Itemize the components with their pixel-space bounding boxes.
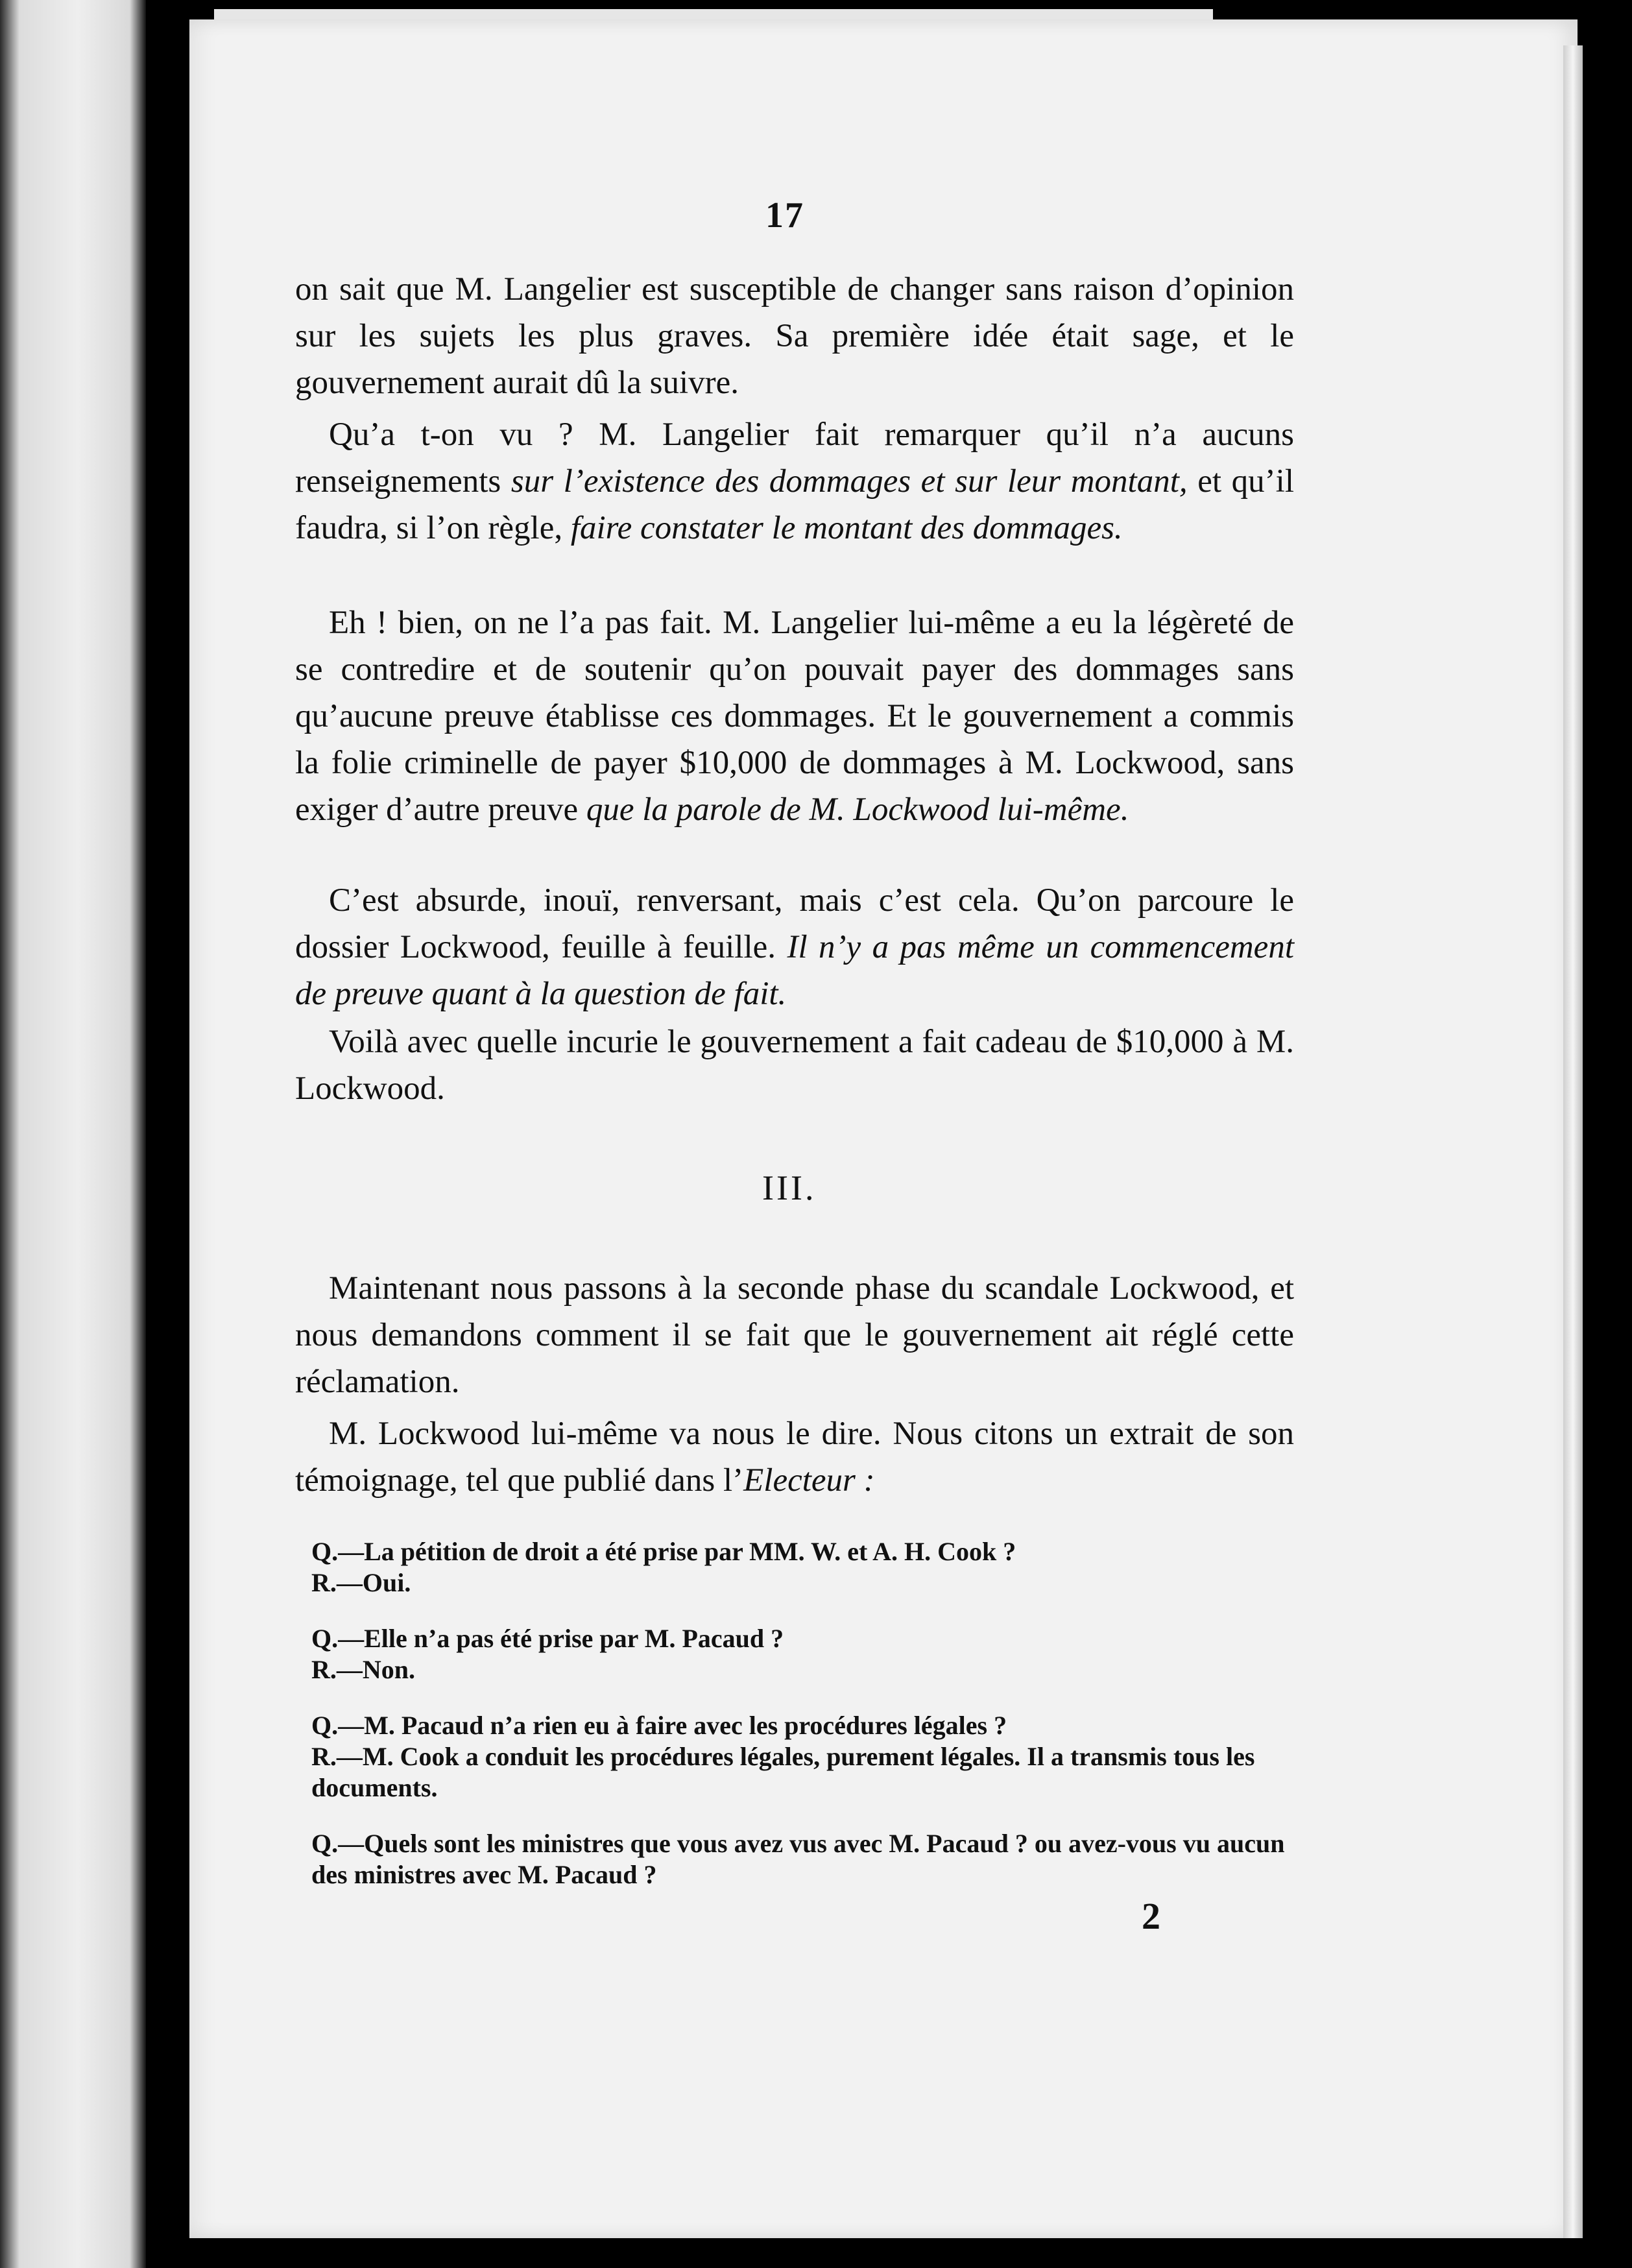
page-number: 17 (765, 195, 804, 235)
paragraph-6-text: Maintenant nous passons à la seconde phase du scandale Lockwood, et nous demandons comment il se fait que le gouvernement ait réglé cette réclamation. (295, 1270, 1294, 1400)
paragraph-4-text: C’est absurde, inouï, renversant, mais c’est cela. Qu’on parcoure le dossier Lockwood, feuille à feuille. (295, 882, 1294, 965)
paragraph-2 (295, 411, 1294, 551)
paragraph-2-italic-b: faire constater le montant des dommages. (570, 510, 1123, 546)
signature-mark: 2 (1142, 1895, 1160, 1937)
paragraph-2-text-a: Qu’a t-on vu ? M. Langelier fait remarquer qu’il n’a aucuns renseignements (295, 416, 1294, 500)
testimony-answer: R.—Oui. (311, 1568, 411, 1597)
paragraph-4-italic: Il n’y a pas même un commencement de preuve quant à la question de fait. (295, 929, 1294, 1012)
paragraph-5-text: Voilà avec quelle incurie le gouvernement a fait cadeau de $10,000 à M. Lockwood. (295, 1024, 1294, 1107)
paragraph-1-text: on sait que M. Langelier est susceptible de changer sans raison d’opinion sur les sujets les plus graves. Sa première idée était sage, et le gouvernement aurait dû la suivre. (295, 271, 1294, 401)
paragraph-3-italic: que la parole de M. Lockwood lui-même. (586, 791, 1129, 828)
section-heading: III. (762, 1168, 817, 1207)
testimony-answer: R.—M. Cook a conduit les procédures légales, purement légales. Il a transmis tous les documents. (311, 1742, 1255, 1802)
testimony-block-4 (272, 1828, 1297, 1890)
paragraph-5 (295, 1019, 1294, 1112)
testimony-question: Q.—Quels sont les ministres que vous avez vus avec M. Pacaud ? ou avez-vous vu aucun des ministres avec M. Pacaud ? (311, 1829, 1285, 1889)
paragraph-6 (295, 1265, 1294, 1405)
paragraph-4 (295, 877, 1294, 1017)
testimony-question: Q.—M. Pacaud n’a rien eu à faire avec les procédures légales ? (311, 1711, 1007, 1740)
paragraph-1 (295, 266, 1294, 406)
page-right-edge (1563, 45, 1583, 2238)
paragraph-2-text-b: et qu’il faudra, si l’on règle, (295, 463, 1294, 546)
paragraph-7-text: M. Lockwood lui-même va nous le dire. Nous citons un extrait de son témoignage, tel que publié dans l’ (295, 1416, 1294, 1499)
testimony-block-3 (272, 1710, 1297, 1804)
previous-page-edge (0, 0, 146, 2268)
testimony-answer: R.—Non. (311, 1655, 416, 1684)
paragraph-7 (295, 1410, 1294, 1504)
paragraph-3-text: Eh ! bien, on ne l’a pas fait. M. Langelier lui-même a eu la légèreté de se contredire et de soutenir qu’on pouvait payer des dommages sans qu’aucune preuve établisse ces dommages. Et le gouvernement a commis la folie criminelle de payer $10,000 de dommages à M. Lockwood, sans exiger d’autre preuve (295, 605, 1294, 828)
paragraph-7-italic: Electeur : (743, 1462, 875, 1499)
testimony-question: Q.—La pétition de droit a été prise par MM. W. et A. H. Cook ? (311, 1537, 1016, 1566)
paragraph-3 (295, 599, 1294, 833)
testimony-question: Q.—Elle n’a pas été prise par M. Pacaud ? (311, 1624, 784, 1653)
paragraph-2-italic-a: sur l’existence des dommages et sur leur montant, (510, 463, 1188, 500)
testimony-block-1 (272, 1536, 1297, 1598)
testimony-block-2 (272, 1623, 1297, 1685)
